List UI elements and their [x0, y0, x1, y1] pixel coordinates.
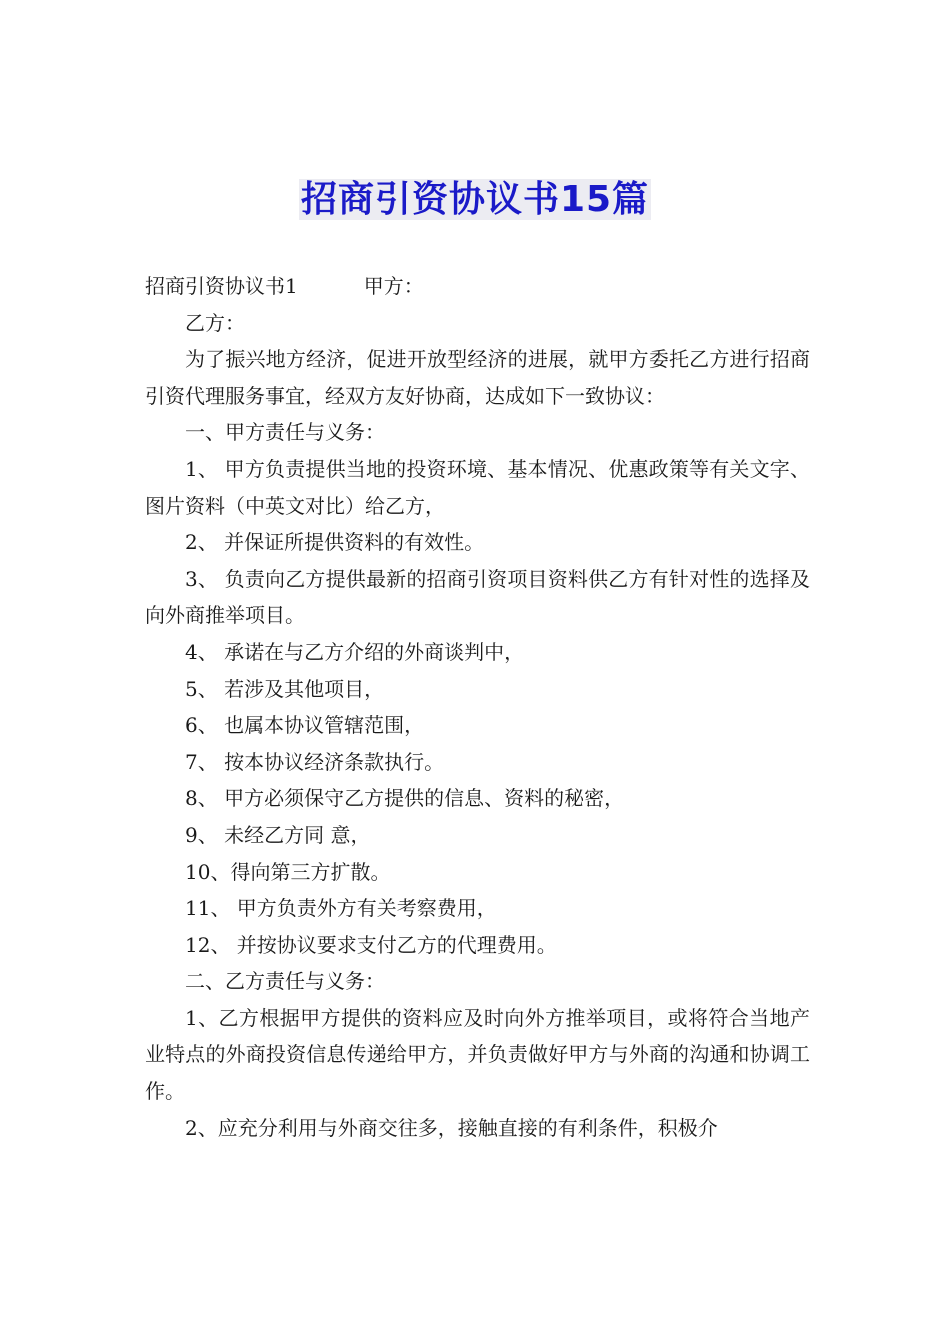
paragraph: 3、 负责向乙方提供最新的招商引资项目资料供乙方有针对性的选择及向外商推举项目。	[145, 566, 810, 628]
paragraph: 11、 甲方负责外方有关考察费用，	[185, 896, 497, 921]
paragraph: 4、 承诺在与乙方介绍的外商谈判中，	[185, 639, 525, 664]
paragraph: 1、乙方根据甲方提供的资料应及时向外方推举项目，或将符合当地产业特点的外商投资信息传递给甲方，并负责做好甲方与外商的沟通和协调工作。	[145, 1005, 810, 1104]
paragraph: 10、得向第三方扩散。	[185, 859, 391, 884]
first-line	[145, 268, 810, 305]
document-title	[0, 176, 950, 224]
paragraph: 5、 若涉及其他项目，	[185, 676, 385, 701]
paragraph: 12、 并按协议要求支付乙方的代理费用。	[185, 932, 557, 957]
paragraph: 8、 甲方必须保守乙方提供的信息、资料的秘密，	[185, 786, 625, 811]
paragraph: 2、应充分利用与外商交往多，接触直接的有利条件，积极介	[185, 1115, 718, 1140]
paragraph: 7、 按本协议经济条款执行。	[185, 749, 445, 774]
party-a-label: 甲方：	[363, 274, 424, 298]
paragraph: 6、 也属本协议管辖范围，	[185, 713, 425, 738]
paragraph: 乙方：	[185, 310, 245, 335]
document-body	[145, 268, 810, 1146]
paragraph: 一、甲方责任与义务：	[185, 420, 385, 445]
paragraph: 为了振兴地方经济，促进开放型经济的进展，就甲方委托乙方进行招商引资代理服务事宜，经双方友好协商，达成如下一致协议：	[145, 347, 810, 408]
paragraph: 9、 未经乙方同 意，	[185, 822, 371, 847]
paragraph: 1、 甲方负责提供当地的投资环境、基本情况、优惠政策等有关文字、图片资料（中英文对比）给乙方，	[145, 456, 810, 518]
paragraph: 二、乙方责任与义务：	[185, 969, 385, 994]
agreement-number-label: 招商引资协议书1	[145, 274, 298, 298]
document-title-text: 招商引资协议书15篇	[300, 179, 650, 220]
paragraph: 2、 并保证所提供资料的有效性。	[185, 530, 485, 555]
